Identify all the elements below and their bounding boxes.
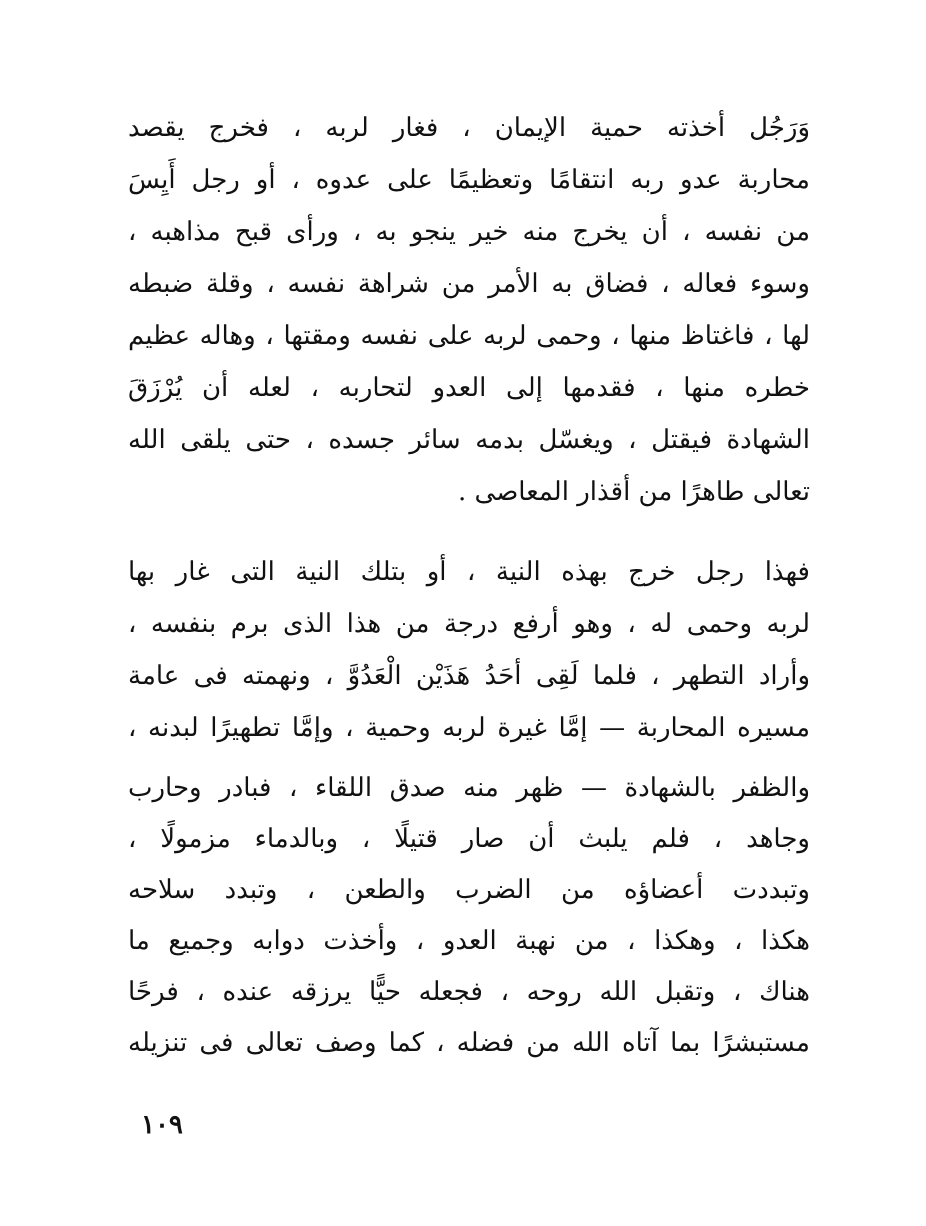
text-line: والظفر بالشهادة — ظهر منه صدق اللقاء ، فبادر وحارب xyxy=(128,773,810,803)
text-line: مستبشرًا بما آتاه الله من فضله ، كما وصف تعالى فى تنزيله xyxy=(128,1028,810,1058)
text-line: الشهادة فيقتل ، ويغسّل بدمه سائر جسده ، حتى يلقى الله xyxy=(128,425,810,455)
text-line: هكذا ، وهكذا ، من نهبة العدو ، وأخذت دوابه وجميع ما xyxy=(128,926,810,956)
text-line: محاربة عدو ربه انتقامًا وتعظيمًا على عدوه ، أو رجل أَيِسَ xyxy=(128,165,810,195)
text-line: وَرَجُل أخذته حمية الإيمان ، فغار لربه ، فخرج يقصد xyxy=(128,113,810,143)
text-line: من نفسه ، أن يخرج منه خير ينجو به ، ورأى قبح مذاهبه ، xyxy=(128,217,810,247)
text-line: وتبددت أعضاؤه من الضرب والطعن ، وتبدد سلاحه xyxy=(128,875,810,905)
text-line: هناك ، وتقبل الله روحه ، فجعله حيًّا يرزقه عنده ، فرحًا xyxy=(128,977,810,1007)
text-line: فهذا رجل خرج بهذه النية ، أو بتلك النية التى غار بها xyxy=(128,557,810,587)
paragraph-1 xyxy=(128,102,810,518)
text-line: لربه وحمى له ، وهو أرفع درجة من هذا الذى برم بنفسه ، xyxy=(128,609,810,639)
text-line: وأراد التطهر ، فلما لَقِى أحَدُ هَذَيْن الْعَدُوَّ ، ونهمته فى عامة xyxy=(128,661,810,691)
text-line: تعالى طاهرًا من أقذار المعاصى . xyxy=(458,477,810,507)
text-line: مسيره المحاربة — إمَّا غيرة لربه وحمية ، وإمَّا تطهيرًا لبدنه ، xyxy=(128,713,810,743)
text-line: خطره منها ، فقدمها إلى العدو لتحاربه ، لعله أن يُرْزَقَ xyxy=(128,373,810,403)
page-number: ١٠٩ xyxy=(141,1110,183,1140)
paragraph-2 xyxy=(128,546,810,1068)
text-line: وسوء فعاله ، فضاق به الأمر من شراهة نفسه ، وقلة ضبطه xyxy=(128,269,810,299)
text-line: وجاهد ، فلم يلبث أن صار قتيلًا ، وبالدماء مزمولًا ، xyxy=(128,824,810,854)
text-line: لها ، فاغتاظ منها ، وحمى لربه على نفسه ومقتها ، وهاله عظيم xyxy=(128,321,810,351)
